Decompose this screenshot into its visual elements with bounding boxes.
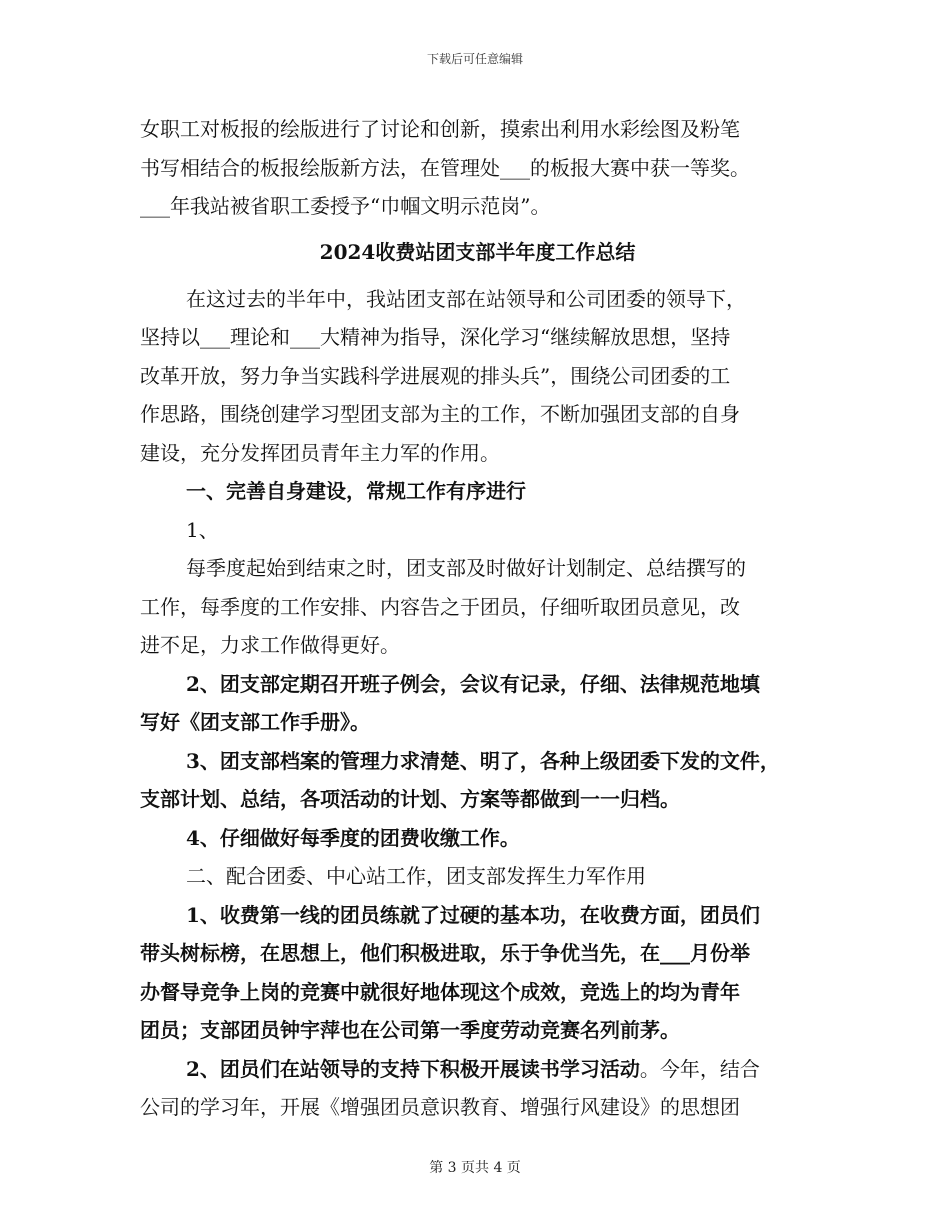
page-header: 下载后可任意编辑	[426, 52, 523, 66]
text-line: 公司的学习年，开展《增强团员意识教育、增强行风建设》的思想团	[140, 1095, 740, 1119]
text-line: 改革开放，努力争当实践科学进展观的排头兵”，围绕公司团委的工	[140, 363, 731, 388]
text-line: 每季度起始到结束之时，团支部及时做好计划制定、总结撰写的	[186, 556, 746, 580]
normal-span: 。今年，结合	[639, 1056, 760, 1081]
text-line: 书写相结合的板报绘版新方法，在管理处___的板报大赛中获一等奖。	[140, 155, 750, 180]
section-heading: 一、完善自身建设，常规工作有序进行	[186, 479, 526, 503]
bold-span: 2、团员们在站领导的支持下积极开展读书学习活动	[186, 1056, 640, 1081]
text-line: 3、团支部档案的管理力求清楚、明了，各种上级团委下发的文件，	[186, 748, 780, 773]
text-line: 4、仔细做好每季度的团费收缴工作。	[186, 825, 520, 850]
text-line: 作思路，围绕创建学习型团支部为主的工作，不断加强团支部的自身	[140, 402, 740, 426]
text-line: 在这过去的半年中，我站团支部在站领导和公司团委的领导下，	[186, 286, 746, 311]
text-line: 进不足，力求工作做得更好。	[140, 633, 400, 657]
section-heading: 二、配合团委、中心站工作，团支部发挥生力军作用	[186, 864, 646, 888]
text-line: 2、团支部定期召开班子例会，会议有记录，仔细、法律规范地填	[186, 671, 760, 696]
text-line: 工作，每季度的工作安排、内容告之于团员，仔细听取团员意见，改	[140, 594, 740, 619]
text-line: 带头树标榜，在思想上，他们积极进取，乐于争优当先，在___月份举	[140, 941, 750, 965]
page-footer: 第 3 页共 4 页	[429, 1160, 521, 1176]
text-line: 支部计划、总结，各项活动的计划、方案等都做到一一归档。	[140, 787, 680, 811]
text-line: 女职工对板报的绘版进行了讨论和创新，摸索出利用水彩绘图及粉笔	[140, 117, 740, 141]
item-number: 1、	[186, 517, 219, 542]
document-body	[140, 110, 815, 1127]
text-line: 坚持以___理论和___大精神为指导，深化学习“继续解放思想，坚持	[140, 325, 731, 349]
text-line: 建设，充分发挥团员青年主力军的作用。	[140, 440, 500, 465]
text-line	[140, 1050, 815, 1089]
text-line: 团员；支部团员钟宇萍也在公司第一季度劳动竞赛名列前茅。	[140, 1018, 680, 1042]
text-line: 写好《团支部工作手册》。	[140, 710, 370, 734]
text-line: ___年我站被省职工委授予“巾帼文明示范岗”。	[140, 194, 551, 218]
document-title: 2024收费站团支部半年度工作总结	[319, 239, 636, 264]
text-line: 办督导竞争上岗的竞赛中就很好地体现这个成效，竞选上的均为青年	[140, 979, 740, 1004]
text-line: 1、收费第一线的团员练就了过硬的基本功，在收费方面，团员们	[186, 902, 760, 927]
